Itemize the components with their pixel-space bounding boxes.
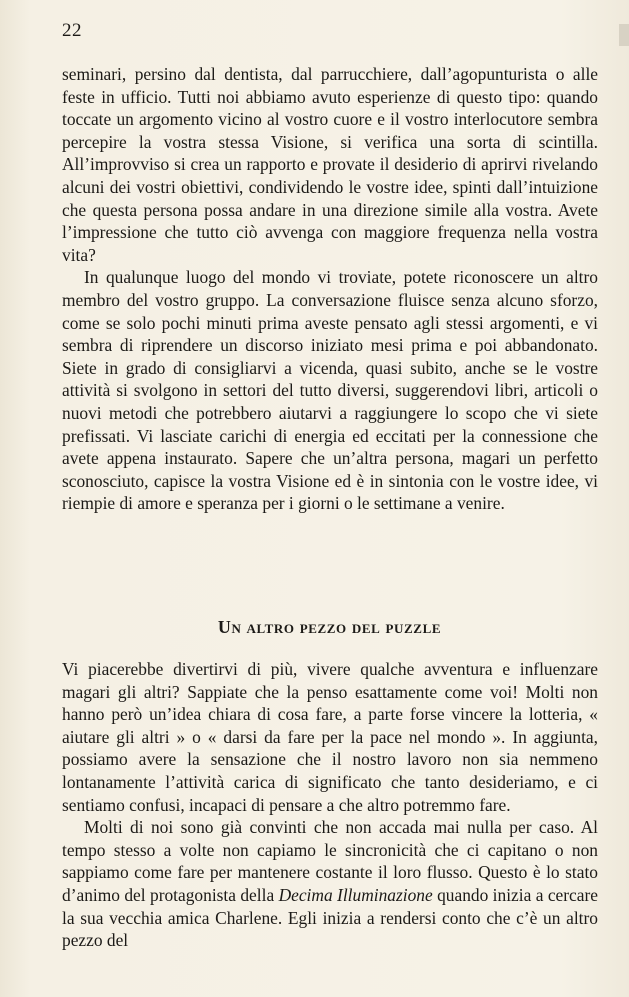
page-number: 22 — [62, 20, 82, 41]
paragraph-synchronicity-part2: quando inizia a cercare la sua vecchia amica Charlene. Egli inizia a rendersi conto che c’è un altro pezzo del — [62, 884, 598, 951]
paragraph-adventure: Vi piacerebbe divertirvi di più, vivere qualche avventura e influenzare magari gli altri? Sappiate che la penso esattamente come voi! Molti non hanno però un’idea chiara di cosa fare, a parte forse vincere la lotteria, « aiutare gli altri » o « darsi da fare per la pace nel mondo ». In aggiunta, possiamo avere la sensazione che il nostro lavoro non sia nemmeno lontanamente l’attività carica di significato che tanto desideriamo, e ci sentiamo confusi, incapaci di pensare a che altro potremmo fare. — [62, 659, 598, 815]
section-heading — [0, 617, 629, 638]
page-edge-shadow — [619, 24, 629, 46]
text-block-top — [62, 63, 598, 515]
section-heading-text: Un altro pezzo del puzzle — [217, 617, 442, 637]
paragraph-synchronicity-part1: Molti di noi sono già convinti che non accada mai nulla per caso. Al tempo stesso a volte non capiamo le sincronicità che ci capitano o non sappiamo come fare per mantenere costante il loro flusso. Questo è lo stato d’animo del protagonista della — [62, 817, 598, 905]
text-block-bottom — [62, 658, 598, 952]
paragraph-continuation: seminari, persino dal dentista, dal parrucchiere, dall’agopunturista o alle feste in ufficio. Tutti noi abbiamo avuto esperienze di questo tipo: quando toccate un argomento vicino al vostro cuore e il vostro interlocutore sembra percepire la vostra stessa Visione, si verifica una sorta di scintilla. All’improvviso si crea un rapporto e provate il desiderio di aprirvi rivelando alcuni dei vostri obiettivi, condividendo le vostre idee, spinti dall’intuizione che questa persona possa andare in una direzione simile alla vostra. Avete l’impressione che tutto ciò avvenga con maggiore frequenza nella vostra vita? — [62, 64, 598, 265]
book-title: Decima Illuminazione — [278, 884, 433, 905]
paragraph-recognize-group: In qualunque luogo del mondo vi troviate, potete riconoscere un altro membro del vostro gruppo. La conversazione fluisce senza alcuno sforzo, come se solo pochi minuti prima aveste pensato agli stessi argomenti, e vi sembra di riprendere un discorso iniziato mesi prima e poi abbandonato. Siete in grado di consigliarvi a vicenda, quasi subito, anche se le vostre attività si svolgono in settori del tutto diversi, suggerendovi libri, articoli o nuovi metodi che potrebbero aiutarvi a raggiungere lo scopo che vi siete prefissati. Vi lasciate carichi di energia ed eccitati per la connessione che avete appena instaurato. Sapere che un’altra persona, magari un perfetto sconosciuto, capisce la vostra Visione ed è in sintonia con le vostre idee, vi riempie di amore e speranza per i giorni o le settimane a venire. — [62, 267, 598, 514]
paragraph-synchronicity — [62, 816, 598, 952]
